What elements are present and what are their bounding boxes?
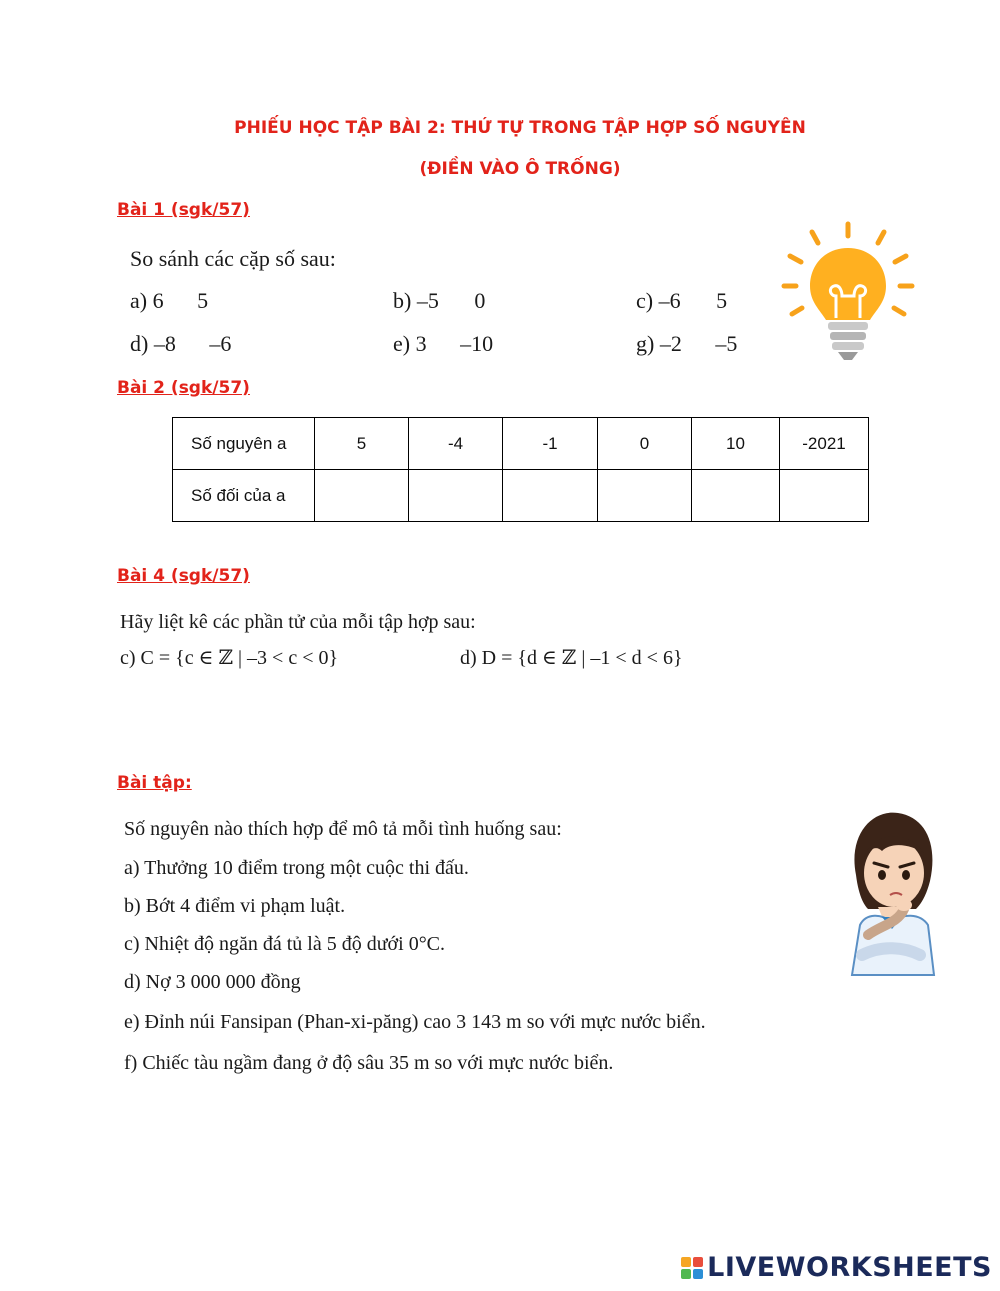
row-header-opposite: Số đối của a xyxy=(173,470,315,522)
value-cell: -2021 xyxy=(780,418,869,470)
value-cell: -4 xyxy=(409,418,503,470)
bai1-item-g: g) –2 –5 xyxy=(636,331,738,356)
opposite-number-table xyxy=(172,417,869,522)
lightbulb-icon xyxy=(780,218,915,368)
logo-square xyxy=(693,1269,703,1279)
baitap-item-e: e) Đỉnh núi Fansipan (Phan-xi-păng) cao 3 143 m so với mực nước biển. xyxy=(124,1011,706,1033)
answer-cell[interactable] xyxy=(780,470,869,522)
table-row xyxy=(173,418,869,470)
answer-cell[interactable] xyxy=(692,470,780,522)
value-cell: 10 xyxy=(692,418,780,470)
logo-square xyxy=(693,1257,703,1267)
liveworksheets-logo-icon xyxy=(681,1257,703,1279)
baitap-heading: Bài tập: xyxy=(117,773,192,793)
bai4-set-d: d) D = {d ∈ ℤ | –1 < d < 6} xyxy=(460,647,683,669)
value-cell: -1 xyxy=(503,418,598,470)
liveworksheets-brand xyxy=(681,1252,992,1283)
baitap-instruction: Số nguyên nào thích hợp để mô tả mỗi tình huống sau: xyxy=(124,818,562,840)
thinking-girl-icon xyxy=(842,805,942,980)
bai4-set-c: c) C = {c ∈ ℤ | –3 < c < 0} xyxy=(120,647,339,669)
brand-name: LIVEWORKSHEETS xyxy=(707,1252,992,1283)
answer-cell[interactable] xyxy=(409,470,503,522)
bai1-instruction: So sánh các cặp số sau: xyxy=(130,246,336,271)
bai1-item-a: a) 6 5 xyxy=(130,288,209,313)
bai1-item-d: d) –8 –6 xyxy=(130,331,232,356)
bai2-heading: Bài 2 (sgk/57) xyxy=(117,378,250,398)
bai1-heading: Bài 1 (sgk/57) xyxy=(117,200,250,220)
answer-cell[interactable] xyxy=(315,470,409,522)
bai1-item-b: b) –5 0 xyxy=(393,288,486,313)
logo-square xyxy=(681,1257,691,1267)
baitap-item-f: f) Chiếc tàu ngầm đang ở độ sâu 35 m so với mực nước biển. xyxy=(124,1052,614,1074)
baitap-item-a: a) Thưởng 10 điểm trong một cuộc thi đấu. xyxy=(124,857,469,879)
baitap-item-b: b) Bớt 4 điểm vi phạm luật. xyxy=(124,895,346,917)
table-row xyxy=(173,470,869,522)
value-cell: 0 xyxy=(598,418,692,470)
logo-square xyxy=(681,1269,691,1279)
bai1-item-e: e) 3 –10 xyxy=(393,331,494,356)
row-header-a: Số nguyên a xyxy=(173,418,315,470)
bai1-item-c: c) –6 5 xyxy=(636,288,728,313)
page-subtitle: (ĐIỀN VÀO Ô TRỐNG) xyxy=(419,159,621,179)
baitap-item-d: d) Nợ 3 000 000 đồng xyxy=(124,971,301,993)
answer-cell[interactable] xyxy=(503,470,598,522)
bai4-heading: Bài 4 (sgk/57) xyxy=(117,566,250,586)
baitap-item-c: c) Nhiệt độ ngăn đá tủ là 5 độ dưới 0°C. xyxy=(124,933,446,955)
answer-cell[interactable] xyxy=(598,470,692,522)
bai4-instruction: Hãy liệt kê các phần tử của mỗi tập hợp sau: xyxy=(120,611,476,633)
value-cell: 5 xyxy=(315,418,409,470)
page-title: PHIẾU HỌC TẬP BÀI 2: THỨ TỰ TRONG TẬP HỢP SỐ NGUYÊN xyxy=(234,118,806,138)
